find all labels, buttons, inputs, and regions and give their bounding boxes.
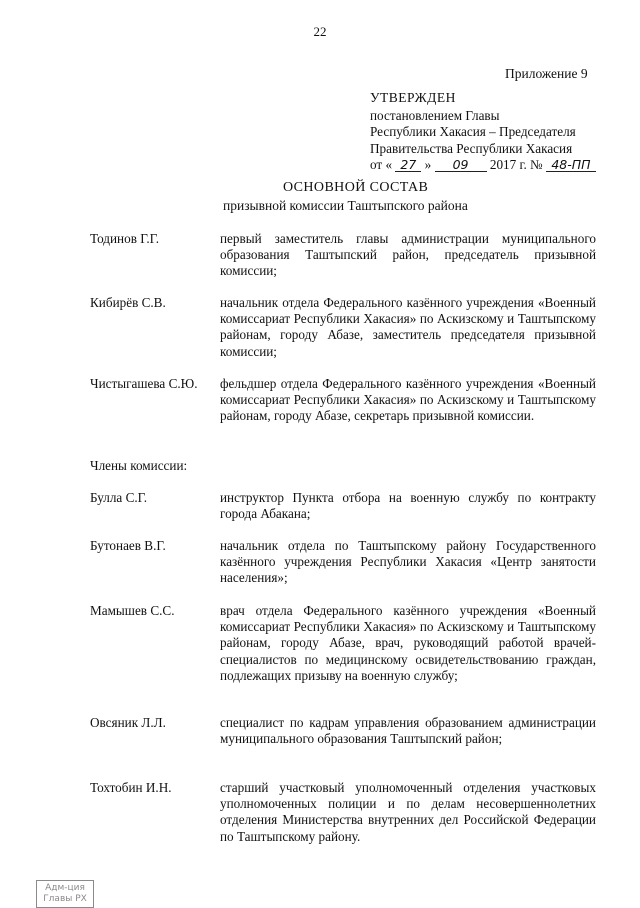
stamp-line-1: Адм-ция <box>45 883 85 893</box>
members-label: Члены комиссии: <box>90 458 188 473</box>
member-name: Овсяник Л.Л. <box>90 715 166 730</box>
approval-date-line <box>370 157 625 173</box>
date-prefix: от « <box>370 156 393 172</box>
member-position: врач отдела Федерального казённого учреждения «Военный комиссариат Республики Хакасия» по Аскизскому и Таштыпскому районам, городу Абазе, врач, руководящий работой врачей-специалистов по медицинскому освидетельствованию граждан, подлежащих призыву на военную службу; <box>220 603 596 683</box>
member-name: Бутонаев В.Г. <box>90 538 166 553</box>
approved-heading: УТВЕРЖДЕН <box>370 90 456 105</box>
member-name: Чистыгашева С.Ю. <box>90 376 198 391</box>
appendix-label: Приложение 9 <box>505 66 588 81</box>
page-number: 22 <box>313 24 327 39</box>
approval-block <box>370 90 625 173</box>
member-position: специалист по кадрам управления образованием администрации муниципального образования Таштыпский район; <box>220 715 596 747</box>
date-month-handwritten: 09 <box>435 158 487 172</box>
document-number-handwritten: 48-ПП <box>546 158 596 172</box>
approval-line-1: постановлением Главы <box>370 108 500 124</box>
member-position: начальник отдела по Таштыпскому району Государственного казённого учреждения Республики Хакасия «Центр занятости населения»; <box>220 538 596 586</box>
document-subtitle: призывной комиссии Таштыпского района <box>223 198 468 213</box>
approval-line-2: Республики Хакасия – Председателя <box>370 124 576 140</box>
member-name: Булла С.Г. <box>90 490 148 505</box>
member-position: первый заместитель главы администрации муниципального образования Таштыпский район, председатель призывной комиссии; <box>220 231 596 279</box>
member-position: фельдшер отдела Федерального казённого учреждения «Военный комиссариат Республики Хакасия» по Аскизскому и Таштыпскому районам, городу Абазе, секретарь призывной комиссии. <box>220 376 596 424</box>
member-name: Тохтобин И.Н. <box>90 780 172 795</box>
date-mid: » <box>424 156 432 172</box>
date-day-handwritten: 27 <box>395 158 421 172</box>
member-name: Мамышев С.С. <box>90 603 175 618</box>
member-name: Тодинов Г.Г. <box>90 231 160 246</box>
date-year: 2017 г. № <box>489 156 543 172</box>
approval-line-3: Правительства Республики Хакасия <box>370 140 573 156</box>
registration-stamp <box>36 880 94 908</box>
stamp-line-2: Главы РХ <box>43 894 87 904</box>
document-title: ОСНОВНОЙ СОСТАВ <box>283 180 429 195</box>
member-position: начальник отдела Федерального казённого учреждения «Военный комиссариат Республики Хакасия» по Аскизскому и Таштыпскому районам, городу Абазе, заместитель председателя призывной комиссии; <box>220 295 596 359</box>
member-name: Кибирёв С.В. <box>90 295 166 310</box>
member-position: старший участковый уполномоченный отделения участковых уполномоченных полиции и по делам несовершеннолетних отделения Министерства внутренних дел Российской Федерации по Таштыпскому району. <box>220 780 596 844</box>
member-position: инструктор Пункта отбора на военную службу по контракту города Абакана; <box>220 490 596 522</box>
